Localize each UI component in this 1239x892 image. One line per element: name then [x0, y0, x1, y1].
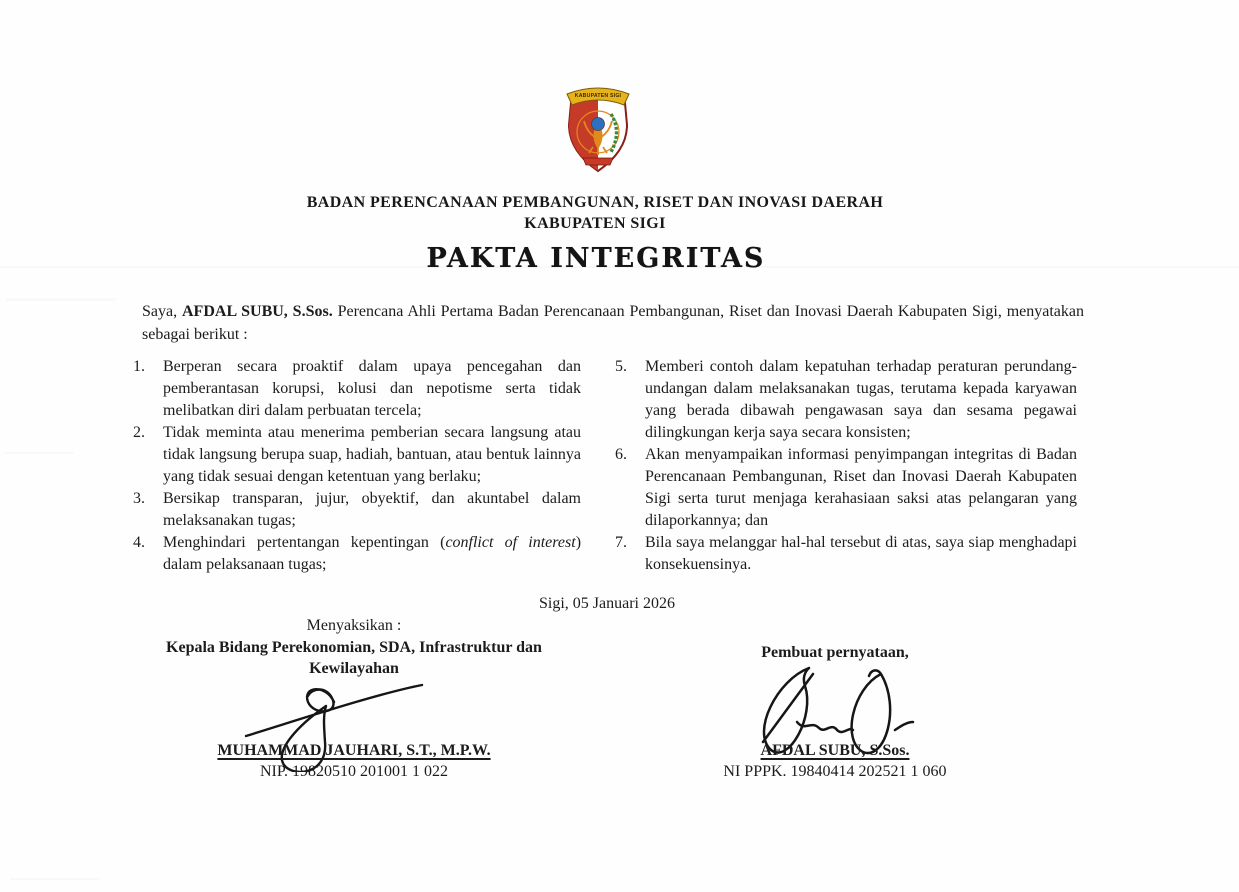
pledge-number: 7. [615, 534, 627, 551]
pledge-item [133, 532, 581, 576]
bottom-ribbon [583, 158, 613, 165]
pledge-text: Tidak meminta atau menerima pemberian secara langsung atau tidak langsung berupa suap, hadiah, bantuan, atau bentuk lainnya yang tidak sesuai dengan ketentuan yang berlaku; [163, 424, 581, 485]
pledge-item [615, 532, 1077, 576]
pledge-text: Akan menyampaikan informasi penyimpangan integritas di Badan Perencanaan Pembangunan, Riset dan Inovasi Daerah Kabupaten Sigi serta turut menjaga kerahasiaan saksi atas pelangaran yang dilaporkannya; dan [645, 446, 1077, 529]
document-title: PAKTA INTEGRITAS [426, 243, 766, 274]
pledge-number: 3. [133, 490, 145, 507]
pledge-item [133, 422, 581, 488]
scan-artifact [10, 878, 100, 880]
pledge-item [133, 488, 581, 532]
org-name-line1: BADAN PERENCANAAN PEMBANGUNAN, RISET DAN INOVASI DAERAH [306, 194, 884, 211]
pledge-item [133, 356, 581, 422]
pledge-item [615, 356, 1077, 444]
pledge-list-right [615, 356, 1077, 576]
pledge-text: Berperan secara proaktif dalam upaya pencegahan dan pemberantasan korupsi, kolusi dan nepotisme serta tidak melibatkan diri dalam perbuatan tercela; [163, 358, 581, 419]
declarant-label: Pembuat pernyataan, [761, 644, 909, 661]
scan-artifact [6, 298, 116, 301]
declarant-nip: NI PPPK. 19840414 202521 1 060 [723, 763, 947, 780]
scan-artifact [4, 452, 74, 454]
pledge-number: 6. [615, 446, 627, 463]
banner-text: KABUPATEN SIGI [574, 93, 622, 99]
kabupaten-sigi-logo [556, 79, 640, 175]
witness-name-text: MUHAMMAD JAUHARI, S.T., M.P.W. [217, 742, 491, 759]
intro-suffix: Perencana Ahli Pertama Badan Perencanaan Pembangunan, Riset dan Inovasi Daerah Kabupaten Sigi, menyatakan sebagai berikut : [142, 303, 1085, 343]
pledge-text: Bila saya melanggar hal-hal tersebut di atas, saya siap menghadapi konsekuensinya. [645, 534, 1077, 573]
declarant-name-inline: AFDAL SUBU, S.Sos. [182, 303, 333, 320]
pledge-list-left [133, 356, 581, 576]
pledge-text: Memberi contoh dalam kepatuhan terhadap peraturan perundang-undangan dalam melaksanakan tugas, terutama kepada karyawan yang berada dibawah pengawasan saya dan sesama pegawai dilingkungan kerja saya secara konsisten; [645, 358, 1077, 441]
witness-nip: NIP. 19820510 201001 1 022 [259, 763, 448, 780]
intro-prefix: Saya, [142, 303, 182, 320]
pledge-text: Menghindari pertentangan kepentingan (conflict of interest) dalam pelaksanaan tugas; [163, 534, 582, 573]
pledge-text: Bersikap transparan, jujur, obyektif, dan akuntabel dalam melaksanakan tugas; [163, 490, 581, 529]
org-name-line2: KABUPATEN SIGI [524, 215, 666, 232]
declarant-name-text: AFDAL SUBU, S.Sos. [760, 742, 910, 759]
intro-paragraph [142, 300, 1084, 346]
pledge-item [615, 444, 1077, 532]
witness-label: Menyaksikan : [306, 617, 402, 634]
pledge-number: 5. [615, 358, 627, 375]
declarant-name [620, 742, 1050, 760]
witness-name [139, 742, 569, 760]
dateline: Sigi, 05 Januari 2026 [539, 595, 675, 612]
blue-disc [592, 118, 605, 131]
pledge-number: 2. [133, 424, 145, 441]
witness-role: Kepala Bidang Perekonomian, SDA, Infrastruktur dan Kewilayahan [166, 639, 542, 677]
pledge-columns [133, 356, 1077, 576]
pledge-number: 4. [133, 534, 145, 551]
pledge-number: 1. [133, 358, 145, 375]
